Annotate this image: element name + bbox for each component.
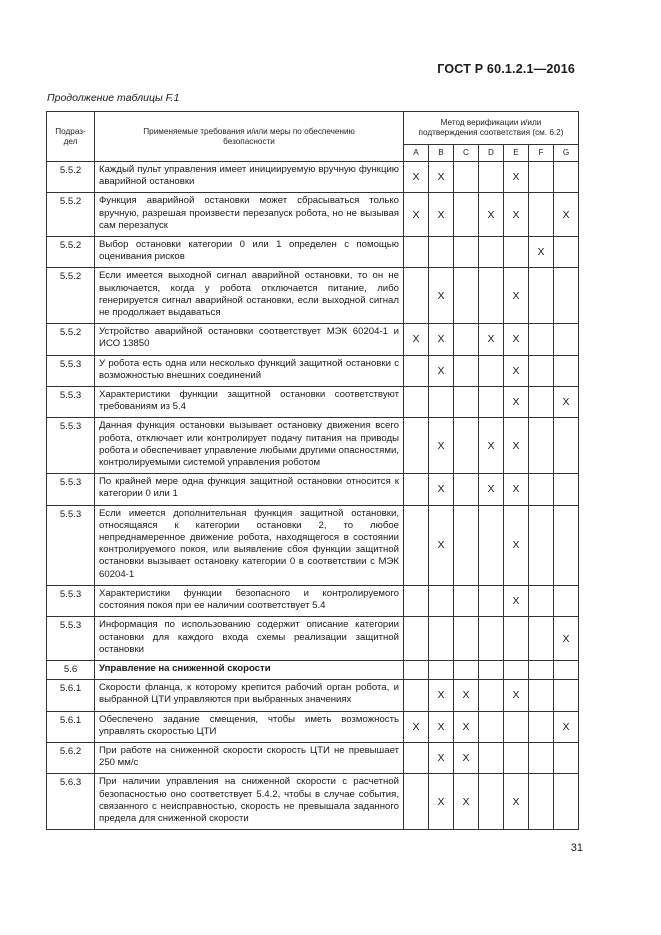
method-mark-d: X: [479, 474, 504, 505]
method-mark-a: [404, 742, 429, 773]
method-mark-c: [454, 660, 479, 679]
method-mark-a: [404, 680, 429, 711]
header-method-c: C: [454, 145, 479, 162]
method-mark-a: X: [404, 711, 429, 742]
section-number: 5.5.2: [47, 237, 95, 268]
method-mark-a: [404, 387, 429, 418]
method-mark-d: [479, 268, 504, 324]
method-mark-a: [404, 355, 429, 386]
header-method-g: G: [554, 145, 579, 162]
method-mark-d: [479, 774, 504, 830]
method-mark-b: X: [429, 193, 454, 237]
method-mark-b: X: [429, 742, 454, 773]
method-mark-c: [454, 237, 479, 268]
table-row: [47, 711, 579, 742]
method-mark-g: [554, 355, 579, 386]
method-mark-d: [479, 355, 504, 386]
section-number: 5.5.2: [47, 324, 95, 355]
method-mark-d: [479, 387, 504, 418]
method-mark-e: X: [504, 585, 529, 616]
method-mark-c: X: [454, 774, 479, 830]
method-mark-a: [404, 774, 429, 830]
table-row: [47, 324, 579, 355]
table-row: [47, 237, 579, 268]
method-mark-c: [454, 162, 479, 193]
method-mark-f: [529, 193, 554, 237]
method-mark-g: [554, 162, 579, 193]
method-mark-e: X: [504, 680, 529, 711]
method-mark-e: X: [504, 418, 529, 474]
method-mark-g: [554, 680, 579, 711]
method-mark-c: X: [454, 711, 479, 742]
method-mark-b: [429, 387, 454, 418]
method-mark-d: [479, 617, 504, 661]
section-number: 5.6.3: [47, 774, 95, 830]
method-mark-f: [529, 505, 554, 585]
method-mark-a: X: [404, 193, 429, 237]
section-number: 5.5.3: [47, 355, 95, 386]
requirement-text: Скорости фланца, к которому крепится рабочий орган робота, и выбранной ЦТИ управляются при выбранных значениях: [95, 680, 404, 711]
method-mark-a: [404, 268, 429, 324]
method-mark-b: X: [429, 474, 454, 505]
method-mark-a: [404, 505, 429, 585]
method-mark-c: [454, 585, 479, 616]
requirement-text: Информация по использованию содержит описание категории остановки для каждого входа схемы реализации защитной остановки: [95, 617, 404, 661]
method-mark-g: [554, 324, 579, 355]
requirement-text: По крайней мере одна функция защитной остановки относится к категории 0 или 1: [95, 474, 404, 505]
requirement-text: У робота есть одна или несколько функций защитной остановки с возможностью внешних соединений: [95, 355, 404, 386]
method-mark-c: [454, 418, 479, 474]
method-mark-f: [529, 162, 554, 193]
requirement-text: Выбор остановки категории 0 или 1 определен с помощью оценивания рисков: [95, 237, 404, 268]
method-mark-b: X: [429, 324, 454, 355]
requirement-text: Данная функция остановки вызывает остановку движения всего робота, отключает или контролирует подачу питания на приводы робота и обеспечивает управление любыми другими опасностями, контролируемыми системой управления роботом: [95, 418, 404, 474]
requirement-text: При наличии управления на сниженной скорости с расчетной безопасностью оно соответствует 5.4.2, чтобы в случае события, связанного с неисправностью, скорость не превышала заданного предела для сниженной скорости: [95, 774, 404, 830]
method-mark-c: [454, 505, 479, 585]
method-mark-c: [454, 355, 479, 386]
method-mark-e: X: [504, 387, 529, 418]
method-mark-d: X: [479, 193, 504, 237]
method-mark-e: X: [504, 474, 529, 505]
method-mark-f: [529, 268, 554, 324]
method-mark-b: [429, 617, 454, 661]
method-mark-e: X: [504, 355, 529, 386]
method-mark-f: [529, 418, 554, 474]
method-mark-e: X: [504, 505, 529, 585]
method-mark-e: [504, 660, 529, 679]
method-mark-e: X: [504, 268, 529, 324]
table-row: [47, 505, 579, 585]
header-method-d: D: [479, 145, 504, 162]
table-caption: Продолжение таблицы F.1: [47, 92, 180, 104]
method-mark-b: [429, 237, 454, 268]
method-mark-d: X: [479, 324, 504, 355]
section-number: 5.5.3: [47, 387, 95, 418]
table-row: [47, 387, 579, 418]
requirement-text: Если имеется дополнительная функция защитной остановки, относящаяся к категории остановки 2, то любое непреднамеренное движение робота, находящегося в состоянии контролируемого покоя, или выявление сбоя функции защитной остановки вызывает остановку категории 0 в соответствии с МЭК 60204-1: [95, 505, 404, 585]
method-mark-c: [454, 387, 479, 418]
requirement-text: Характеристики функции защитной остановки соответствуют требованиям из 5.4: [95, 387, 404, 418]
method-mark-b: [429, 660, 454, 679]
method-mark-f: [529, 324, 554, 355]
section-number: 5.6.1: [47, 711, 95, 742]
method-mark-g: X: [554, 617, 579, 661]
requirement-text: Обеспечено задание смещения, чтобы иметь возможность управлять скоростью ЦТИ: [95, 711, 404, 742]
method-mark-d: [479, 585, 504, 616]
header-methods: Метод верификации и/или подтверждения соответствия (см. 6.2): [404, 112, 579, 145]
method-mark-g: [554, 505, 579, 585]
requirement-text: Каждый пульт управления имеет инициируемую вручную функцию аварийной остановки: [95, 162, 404, 193]
method-mark-b: X: [429, 774, 454, 830]
method-mark-d: [479, 660, 504, 679]
header-section: Подраз-дел: [47, 112, 95, 162]
method-mark-e: [504, 742, 529, 773]
section-number: 5.6: [47, 660, 95, 679]
method-mark-c: [454, 474, 479, 505]
method-mark-f: [529, 774, 554, 830]
method-mark-f: [529, 617, 554, 661]
table-row: [47, 742, 579, 773]
method-mark-b: X: [429, 162, 454, 193]
method-mark-b: X: [429, 418, 454, 474]
method-mark-a: [404, 418, 429, 474]
method-mark-d: [479, 711, 504, 742]
method-mark-f: [529, 387, 554, 418]
table-row: [47, 774, 579, 830]
method-mark-d: [479, 237, 504, 268]
method-mark-c: X: [454, 742, 479, 773]
method-mark-e: X: [504, 162, 529, 193]
method-mark-c: [454, 617, 479, 661]
section-number: 5.5.3: [47, 474, 95, 505]
method-mark-d: [479, 162, 504, 193]
page-number: 31: [570, 842, 583, 854]
method-mark-g: [554, 742, 579, 773]
section-number: 5.5.3: [47, 617, 95, 661]
header-method-a: A: [404, 145, 429, 162]
header-method-e: E: [504, 145, 529, 162]
method-mark-c: [454, 324, 479, 355]
method-mark-b: X: [429, 680, 454, 711]
method-mark-g: [554, 774, 579, 830]
method-mark-f: [529, 680, 554, 711]
method-mark-a: X: [404, 162, 429, 193]
section-number: 5.5.2: [47, 193, 95, 237]
method-mark-f: [529, 355, 554, 386]
table-row: [47, 162, 579, 193]
method-mark-f: [529, 660, 554, 679]
method-mark-b: X: [429, 268, 454, 324]
table-row: [47, 193, 579, 237]
method-mark-a: [404, 585, 429, 616]
method-mark-b: X: [429, 711, 454, 742]
method-mark-c: X: [454, 680, 479, 711]
method-mark-d: [479, 742, 504, 773]
table-row: [47, 268, 579, 324]
section-number: 5.6.2: [47, 742, 95, 773]
table-row: [47, 355, 579, 386]
method-mark-c: [454, 193, 479, 237]
document-code: ГОСТ Р 60.1.2.1—2016: [437, 62, 575, 76]
section-number: 5.6.1: [47, 680, 95, 711]
method-mark-d: X: [479, 418, 504, 474]
method-mark-f: [529, 711, 554, 742]
method-mark-e: X: [504, 774, 529, 830]
method-mark-g: X: [554, 193, 579, 237]
method-mark-a: [404, 237, 429, 268]
method-mark-d: [479, 680, 504, 711]
section-number: 5.5.3: [47, 505, 95, 585]
requirement-text: При работе на сниженной скорости скорость ЦТИ не превышает 250 мм/с: [95, 742, 404, 773]
method-mark-b: X: [429, 505, 454, 585]
section-number: 5.5.2: [47, 162, 95, 193]
section-number: 5.5.2: [47, 268, 95, 324]
method-mark-g: [554, 268, 579, 324]
method-mark-f: [529, 742, 554, 773]
method-mark-a: [404, 474, 429, 505]
header-requirements: Применяемые требования и/или меры по обеспечению безопасности: [95, 112, 404, 162]
method-mark-g: [554, 418, 579, 474]
method-mark-f: X: [529, 237, 554, 268]
method-mark-g: [554, 660, 579, 679]
method-mark-e: X: [504, 193, 529, 237]
table-row: [47, 680, 579, 711]
table-row: [47, 617, 579, 661]
table-row: [47, 660, 579, 679]
method-mark-g: [554, 474, 579, 505]
header-method-b: B: [429, 145, 454, 162]
method-mark-a: X: [404, 324, 429, 355]
method-mark-b: [429, 585, 454, 616]
method-mark-e: [504, 617, 529, 661]
method-mark-g: [554, 585, 579, 616]
section-number: 5.5.3: [47, 418, 95, 474]
requirement-text: Функция аварийной остановки может сбрасываться только вручную, разрешая произвести перезапуск робота, но не вызывая сам перезапуск: [95, 193, 404, 237]
method-mark-e: X: [504, 324, 529, 355]
method-mark-g: [554, 237, 579, 268]
method-mark-a: [404, 660, 429, 679]
table-row: [47, 418, 579, 474]
method-mark-c: [454, 268, 479, 324]
method-mark-e: [504, 237, 529, 268]
method-mark-g: X: [554, 387, 579, 418]
verification-table: [46, 111, 579, 830]
method-mark-g: X: [554, 711, 579, 742]
section-number: 5.5.3: [47, 585, 95, 616]
method-mark-f: [529, 585, 554, 616]
header-method-f: F: [529, 145, 554, 162]
table-row: [47, 474, 579, 505]
section-heading: Управление на сниженной скорости: [95, 660, 404, 679]
method-mark-b: X: [429, 355, 454, 386]
method-mark-a: [404, 617, 429, 661]
requirement-text: Характеристики функции безопасного и контролируемого состояния покоя при ее наличии соответствует 5.4: [95, 585, 404, 616]
method-mark-d: [479, 505, 504, 585]
method-mark-f: [529, 474, 554, 505]
method-mark-e: [504, 711, 529, 742]
requirement-text: Устройство аварийной остановки соответствует МЭК 60204-1 и ИСО 13850: [95, 324, 404, 355]
requirement-text: Если имеется выходной сигнал аварийной остановки, то он не выключается, когда у робота отключается питание, либо генерируется сигнал аварийной остановки, если выходной сигнал не продолжает выдаваться: [95, 268, 404, 324]
table-row: [47, 585, 579, 616]
